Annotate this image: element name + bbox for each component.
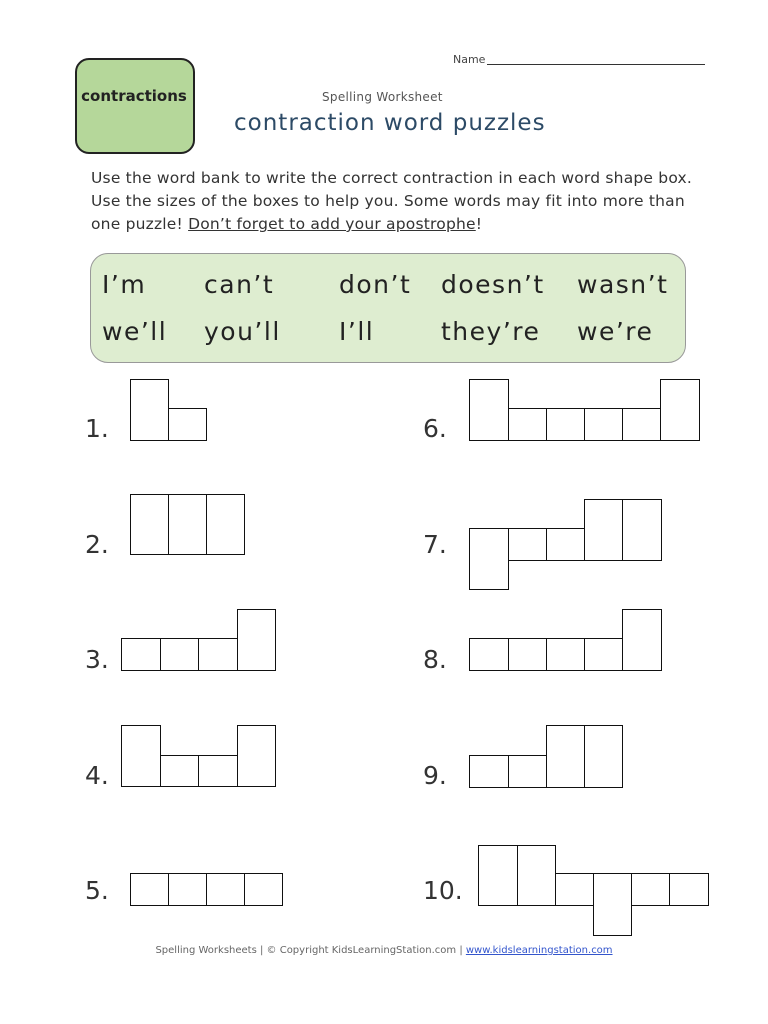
word-bank-word: doesn’t	[441, 270, 545, 299]
footer-text: Spelling Worksheets | © Copyright KidsLearningStation.com |	[155, 945, 466, 956]
puzzle-number: 4.	[85, 761, 109, 790]
puzzle-number: 5.	[85, 876, 109, 905]
letter-box-tall[interactable]	[130, 379, 169, 441]
letter-box[interactable]	[244, 873, 283, 906]
name-line[interactable]	[487, 64, 705, 65]
instructions-end: !	[475, 215, 483, 233]
page-title: contraction word puzzles	[234, 110, 546, 136]
word-bank-word: you’ll	[204, 317, 281, 346]
letter-box-tall[interactable]	[584, 725, 623, 788]
letter-box[interactable]	[206, 873, 245, 906]
word-bank-word: can’t	[204, 270, 275, 299]
puzzle-number: 9.	[423, 761, 447, 790]
word-bank-word: I’ll	[339, 317, 375, 346]
letter-box[interactable]	[469, 755, 509, 788]
word-bank-word: we’ll	[102, 317, 168, 346]
letter-box-tall[interactable]	[546, 725, 585, 788]
letter-box[interactable]	[584, 638, 623, 671]
word-bank-word: I’m	[102, 270, 147, 299]
worksheet-subtitle: Spelling Worksheet	[322, 90, 443, 104]
letter-box[interactable]	[160, 638, 199, 671]
letter-box[interactable]	[121, 638, 161, 671]
letter-box[interactable]	[130, 873, 169, 906]
puzzle-number: 8.	[423, 645, 447, 674]
word-bank-word: don’t	[339, 270, 412, 299]
instructions	[91, 167, 701, 236]
letter-box-tall[interactable]	[517, 845, 556, 906]
badge-label: contractions	[81, 87, 187, 105]
puzzle-number: 2.	[85, 530, 109, 559]
letter-box-tall[interactable]	[206, 494, 245, 555]
letter-box[interactable]	[622, 408, 661, 441]
puzzle-number: 6.	[423, 414, 447, 443]
letter-box[interactable]	[168, 873, 207, 906]
letter-box-tall[interactable]	[622, 499, 662, 561]
letter-box[interactable]	[631, 873, 670, 906]
letter-box-tall[interactable]	[622, 609, 662, 671]
puzzle-number: 3.	[85, 645, 109, 674]
letter-box-tall[interactable]	[660, 379, 700, 441]
letter-box-tall[interactable]	[478, 845, 518, 906]
puzzle-number: 1.	[85, 414, 109, 443]
word-bank-word: wasn’t	[577, 270, 669, 299]
footer-link[interactable]: www.kidslearningstation.com	[465, 945, 613, 956]
letter-box-tall[interactable]	[584, 499, 623, 561]
letter-box-tall[interactable]	[237, 609, 276, 671]
letter-box[interactable]	[168, 408, 207, 441]
apostrophe-reminder: Don’t forget to add your apostrophe	[188, 215, 476, 233]
letter-box-tall[interactable]	[469, 528, 509, 590]
letter-box-tall[interactable]	[121, 725, 161, 787]
footer	[0, 945, 768, 956]
puzzle-number: 10.	[423, 876, 463, 905]
letter-box[interactable]	[508, 528, 547, 561]
letter-box-tall[interactable]	[469, 379, 509, 441]
letter-box[interactable]	[584, 408, 623, 441]
name-label: Name	[453, 53, 486, 66]
letter-box[interactable]	[469, 638, 509, 671]
letter-box[interactable]	[546, 408, 585, 441]
letter-box[interactable]	[555, 873, 594, 906]
letter-box-tall[interactable]	[168, 494, 207, 555]
puzzle-number: 7.	[423, 530, 447, 559]
letter-box[interactable]	[508, 755, 547, 788]
letter-box-tall[interactable]	[130, 494, 169, 555]
letter-box[interactable]	[508, 638, 547, 671]
word-bank-word: they’re	[441, 317, 541, 346]
word-bank-word: we’re	[577, 317, 654, 346]
contractions-badge	[75, 58, 195, 154]
letter-box[interactable]	[160, 755, 199, 787]
letter-box[interactable]	[198, 638, 238, 671]
letter-box[interactable]	[669, 873, 709, 906]
letter-box[interactable]	[546, 638, 585, 671]
letter-box[interactable]	[508, 408, 547, 441]
instructions-text: Use the word bank to write the correct contraction in each word shape box. Use the sizes of the boxes to help you. Some words may fit into more than one puzzle!	[91, 169, 693, 233]
letter-box-descender[interactable]	[593, 873, 632, 936]
letter-box-tall[interactable]	[237, 725, 276, 787]
letter-box[interactable]	[546, 528, 585, 561]
letter-box[interactable]	[198, 755, 238, 787]
